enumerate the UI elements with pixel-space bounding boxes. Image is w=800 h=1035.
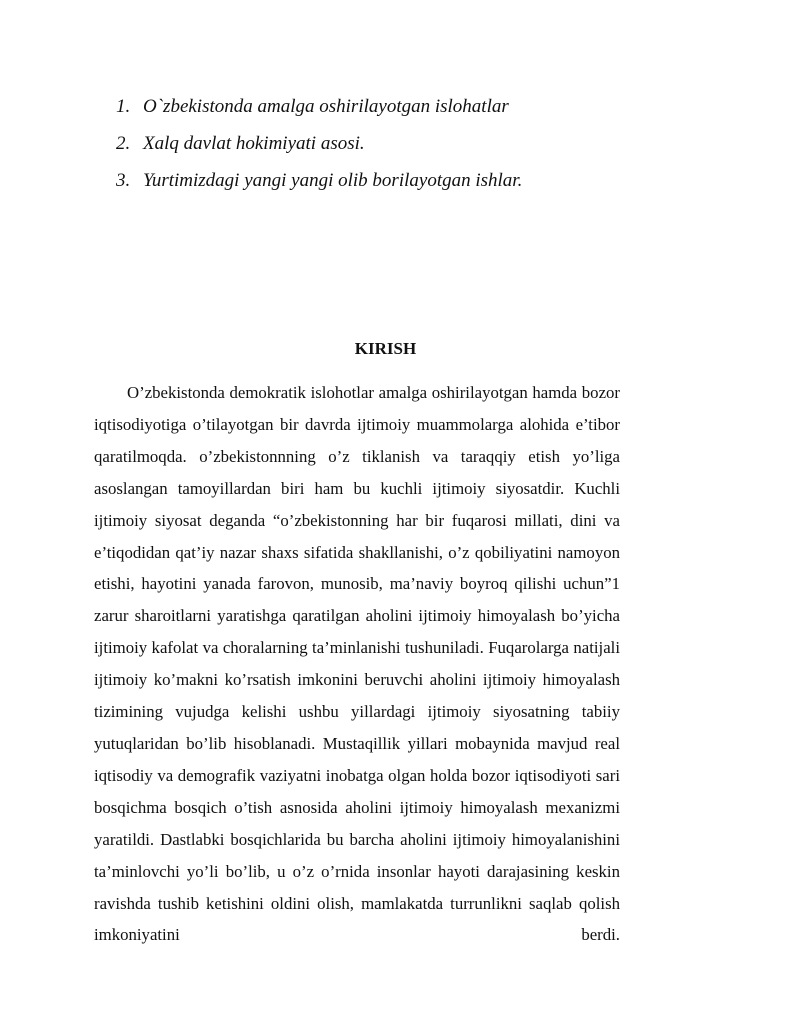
section-heading: KIRISH [354, 339, 417, 358]
plan-item-number: 2. [116, 133, 131, 154]
plan-list [116, 92, 522, 203]
plan-item-text: Yurtimizdagi yangi yangi olib borilayotgan ishlar. [143, 170, 523, 191]
plan-item-number: 3. [116, 170, 131, 191]
plan-item [116, 166, 522, 203]
body-paragraph: O’zbekistonda demokratik islohotlar amalga oshirilayotgan hamda bozor iqtisodiyotiga o’tilayotgan bir davrda ijtimoiy muammolarga alohida e’tibor qaratilmoqda. o’zbekistonnning o’z tiklanish va taraqqiy etish yo’liga asoslangan tamoyillardan biri ham bu kuchli ijtimoiy siyosatdir. Kuchli ijtimoiy siyosat deganda “o’zbekistonning har bir fuqarosi millati, dini va e’tiqodidan qat’iy nazar shaxs sifatida shakllanishi, o’z qobiliyatini namoyon etishi, hayotini yanada farovon, munosib, ma’naviy boyroq qilishi uchun”1 zarur sharoitlarni yaratishga qaratilgan aholini ijtimoiy himoyalash bo’yicha ijtimoiy kafolat va choralarning ta’minlanishi tushuniladi. Fuqarolarga natijali ijtimoiy ko’makni ko’rsatish imkonini beruvchi aholini ijtimoiy himoyalash tizimining vujudga kelishi ushbu yillardagi ijtimoiy siyosatning tabiiy yutuqlaridan bo’lib hisoblanadi. Mustaqillik yillari mobaynida mavjud real iqtisodiy va demografik vaziyatni inobatga olgan holda bozor iqtisodiyoti sari bosqichma bosqich o’tish asnosida aholini ijtimoiy himoyalash mexanizmi yaratildi. Dastlabki bosqichlarida bu barcha aholini ijtimoiy himoyalanishini ta’minlovchi yo’li bo’lib, u o’z o’rnida insonlar hayoti darajasining keskin ravishda tushib ketishini oldini olish, mamlakatda turrunlikni saqlab qolish imkoniyatini berdi. [94, 383, 620, 945]
plan-item-number: 1. [116, 96, 131, 117]
plan-item-text: Xalq davlat hokimiyati asosi. [143, 133, 365, 154]
plan-item [116, 129, 522, 166]
plan-item-text: O`zbekistonda amalga oshirilayotgan islohatlar [143, 96, 509, 117]
plan-item [116, 92, 522, 129]
